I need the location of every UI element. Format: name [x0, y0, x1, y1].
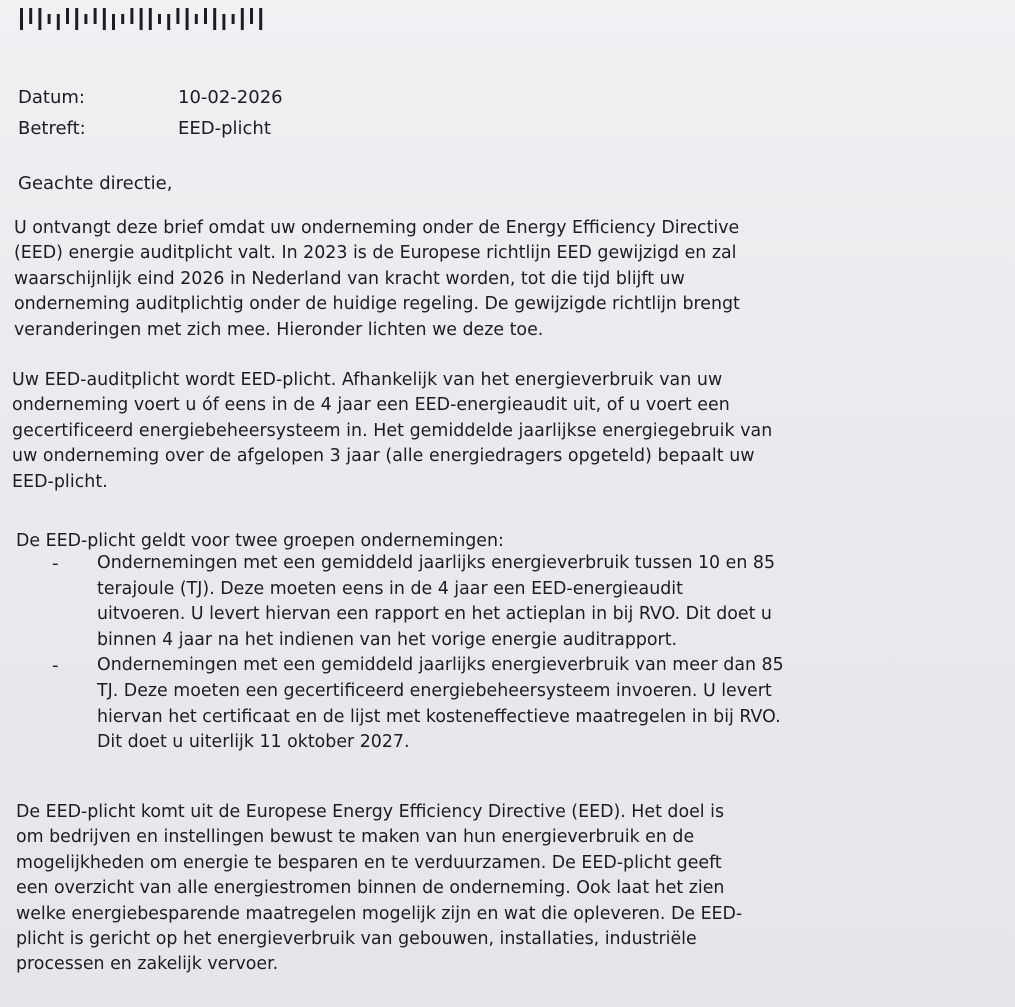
paragraph-line: U ontvangt deze brief omdat uw onderneming onder de Energy Efficiency Directive [14, 218, 740, 238]
groups-list [0, 551, 1015, 756]
paragraph-line: plicht is gericht op het energieverbruik van gebouwen, installaties, industriële [16, 929, 697, 950]
bullet-dash: - [52, 553, 59, 574]
paragraph-background [16, 800, 742, 978]
paragraph-line: om bedrijven en instellingen bewust te maken van hun energieverbruik en de [16, 827, 695, 848]
letter-meta [18, 82, 283, 144]
list-item-line: hiervan het certificaat en de lijst met kosteneffectieve maatregelen in bij RVO. [97, 706, 781, 727]
paragraph-line: waarschijnlijk eind 2026 in Nederland van kracht worden, tot die tijd blijft uw [14, 268, 685, 289]
paragraph-intro [14, 216, 740, 343]
list-item-line: Dit doet u uiterlijk 11 oktober 2027. [97, 732, 410, 753]
date-label: Datum: [18, 87, 85, 108]
salutation: Geachte directie, [18, 173, 173, 194]
list-item-line: binnen 4 jaar na het indienen van het vorige energie auditrapport. [97, 629, 678, 650]
list-item [0, 551, 1015, 653]
paragraph-line: mogelijkheden om energie te besparen en te verduurzamen. De EED-plicht geeft [16, 852, 722, 873]
bullet-dash: - [52, 655, 59, 677]
paragraph-line: gecertificeerd energiebeheersysteem in. Het gemiddelde jaarlijkse energiegebruik van [12, 420, 773, 441]
subject-value: EED-plicht [178, 118, 271, 139]
list-item-line: terajoule (TJ). Deze moeten eens in de 4 jaar een EED-energieaudit [97, 578, 683, 599]
paragraph-line: (EED) energie auditplicht valt. In 2023 is de Europese richtlijn EED gewijzigd en zal [14, 243, 737, 264]
list-item-text [97, 653, 1015, 755]
paragraph-line: onderneming auditplichtig onder de huidige regeling. De gewijzigde richtlijn brengt [14, 294, 740, 315]
paragraph-line: veranderingen met zich mee. Hieronder lichten we deze toe. [14, 319, 544, 340]
date-row [18, 82, 283, 113]
subject-row [18, 113, 283, 144]
list-item-text [97, 551, 1015, 653]
paragraph-line: welke energiebesparende maatregelen mogelijk zijn en wat die opleveren. De EED- [16, 903, 743, 924]
paragraph-line: Uw EED-auditplicht wordt EED-plicht. Afhankelijk van het energieverbruik van uw [12, 370, 723, 390]
paragraph-line: uw onderneming over de afgelopen 3 jaar (alle energiedragers opgeteld) bepaalt uw [12, 446, 755, 467]
list-item [0, 653, 1015, 755]
paragraph-line: een overzicht van alle energiestromen binnen de onderneming. Ook laat het zien [16, 878, 725, 899]
paragraph-line: De EED-plicht komt uit de Europese Energy Efficiency Directive (EED). Het doel is [16, 802, 725, 822]
paragraph-line: EED-plicht. [12, 471, 108, 492]
postal-barcode-icon [18, 6, 270, 32]
list-item-line: TJ. Deze moeten een gecertificeerd energiebeheersysteem invoeren. U levert [97, 680, 772, 701]
paragraph-line: onderneming voert u óf eens in de 4 jaar een EED-energieaudit uit, of u voert een [12, 395, 730, 416]
paragraph-eed-plicht [12, 368, 772, 495]
list-item-line: uitvoeren. U levert hiervan een rapport en het actieplan in bij RVO. Dit doet u [97, 604, 772, 625]
subject-label: Betreft: [18, 118, 86, 139]
date-value: 10-02-2026 [178, 87, 283, 108]
list-item-line: Ondernemingen met een gemiddeld jaarlijks energieverbruik tussen 10 en 85 [97, 553, 776, 573]
paragraph-line: processen en zakelijk vervoer. [16, 954, 279, 975]
groups-intro: De EED-plicht geldt voor twee groepen ondernemingen: [16, 531, 504, 551]
list-item-line: Ondernemingen met een gemiddeld jaarlijks energieverbruik van meer dan 85 [97, 655, 784, 676]
